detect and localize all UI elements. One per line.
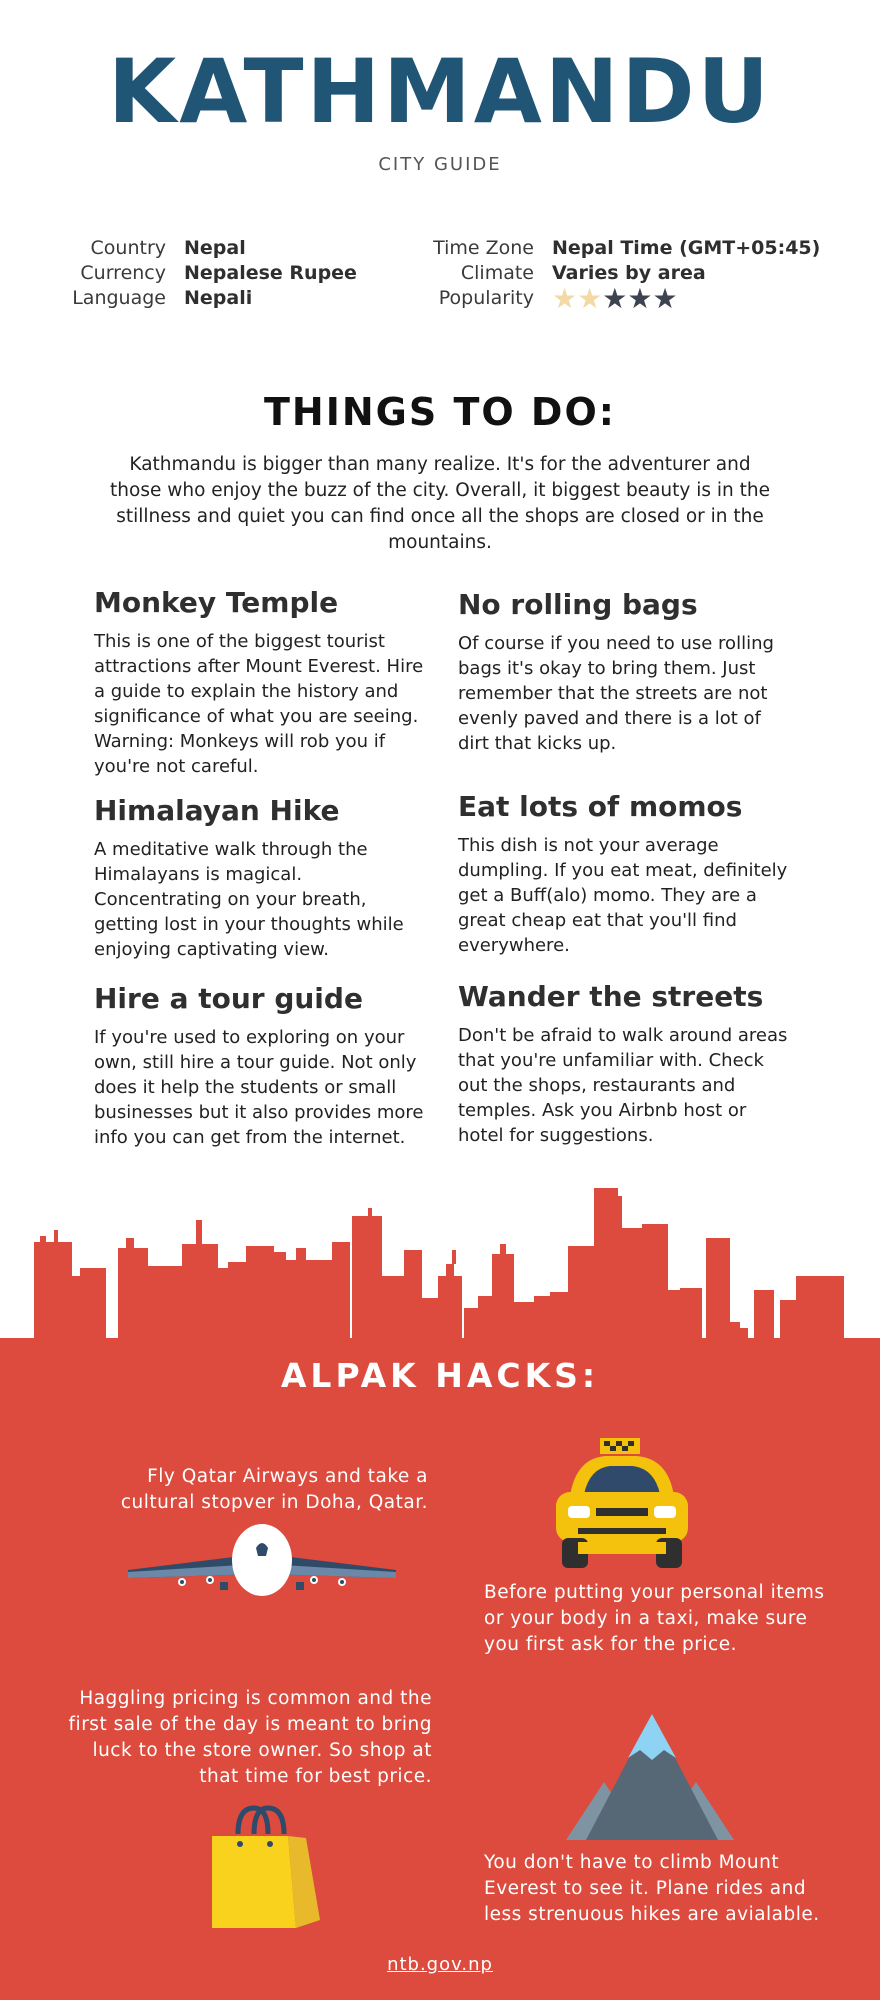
page-title: KATHMANDU [108, 40, 772, 143]
info-row-country [0, 236, 357, 261]
hack-text: Fly Qatar Airways and take a cultural stopver in Doha, Qatar. [120, 1466, 428, 1513]
tip-text: Of course if you need to use rolling bags it's okay to bring them. Just remember that the streets are not evenly paved and there is a lot of dirt that kicks up. [458, 633, 774, 754]
info-value: Nepali [184, 287, 253, 309]
tip-title: Hire a tour guide [94, 982, 363, 1015]
info-row-language [0, 286, 357, 311]
hack-text: Before putting your personal items or your body in a taxi, make sure you first ask for the price. [484, 1582, 825, 1655]
star-empty-icon: ★ [602, 282, 628, 315]
tip-title: Monkey Temple [94, 586, 339, 619]
tip-title: Wander the streets [458, 980, 764, 1013]
hacks-heading: ALPAK HACKS: [280, 1356, 600, 1395]
info-label: Currency [80, 262, 166, 284]
info-right-column [426, 236, 821, 315]
info-label: Time Zone [433, 237, 534, 259]
popularity-rating [534, 282, 678, 315]
star-empty-icon: ★ [652, 282, 678, 315]
star-filled-icon: ★ [577, 282, 603, 315]
info-value: Nepal Time (GMT+05:45) [552, 237, 821, 259]
info-row-popularity [426, 282, 820, 315]
info-label: Country [90, 237, 166, 259]
info-row-currency [0, 261, 357, 286]
info-value: Nepalese Rupee [184, 262, 357, 284]
star-rating [552, 282, 678, 315]
info-row-timezone [426, 236, 820, 261]
tip-text: A meditative walk through the Himalayans is magical. Concentrating on your breath, getting lost in your thoughts while enjoying captivating view. [94, 839, 404, 960]
info-label: Climate [460, 262, 534, 284]
shopping-bag-icon [210, 1804, 324, 1930]
tip-card [94, 982, 424, 1150]
info-label: Popularity [438, 287, 534, 309]
hack-text: Haggling pricing is common and the first sale of the day is meant to bring luck to the store owner. So shop at that time for best price. [68, 1688, 432, 1787]
tip-text: This dish is not your average dumpling. If you eat meat, definitely get a Buff(alo) momo. They are a great cheap eat that you'll find everywhere. [458, 835, 788, 956]
tip-card [458, 790, 788, 958]
star-empty-icon: ★ [627, 282, 653, 315]
airplane-icon [126, 1522, 398, 1602]
city-skyline-illustration [0, 1180, 880, 1340]
info-value: Nepal [184, 237, 246, 259]
taxi-icon [548, 1438, 696, 1570]
footer-website-link[interactable]: ntb.gov.np [387, 1954, 493, 1975]
tip-card [458, 588, 788, 756]
mountain-icon [566, 1712, 734, 1842]
tip-title: Eat lots of momos [458, 790, 743, 823]
info-label: Language [72, 287, 166, 309]
tip-title: Himalayan Hike [94, 794, 340, 827]
tip-card [458, 980, 788, 1148]
tip-text: If you're used to exploring on your own, still hire a tour guide. Not only does it help the students or small businesses but it also provides more info you can get from the internet. [94, 1027, 424, 1148]
page-subtitle: CITY GUIDE [378, 154, 502, 175]
info-left-column [0, 236, 357, 311]
tip-text: This is one of the biggest tourist attractions after Mount Everest. Hire a guide to explain the history and significance of what you are seeing. Warning: Monkeys will rob you if you're not careful. [94, 631, 424, 777]
tip-title: No rolling bags [458, 588, 698, 621]
things-intro: Kathmandu is bigger than many realize. It's for the adventurer and those who enjoy the buzz of the city. Overall, it biggest beauty is in the stillness and quiet you can find once all the shops are closed or in the mountains. [110, 454, 770, 553]
things-to-do-heading: THINGS TO DO: [264, 390, 616, 434]
info-value: Varies by area [552, 262, 706, 284]
tip-card [94, 586, 424, 779]
tip-card [94, 794, 424, 962]
hack-text: You don't have to climb Mount Everest to see it. Plane rides and less strenuous hikes are avialable. [484, 1852, 820, 1925]
tip-text: Don't be afraid to walk around areas that you're unfamiliar with. Check out the shops, restaurants and temples. Ask you Airbnb host or hotel for suggestions. [458, 1025, 788, 1146]
star-filled-icon: ★ [552, 282, 578, 315]
